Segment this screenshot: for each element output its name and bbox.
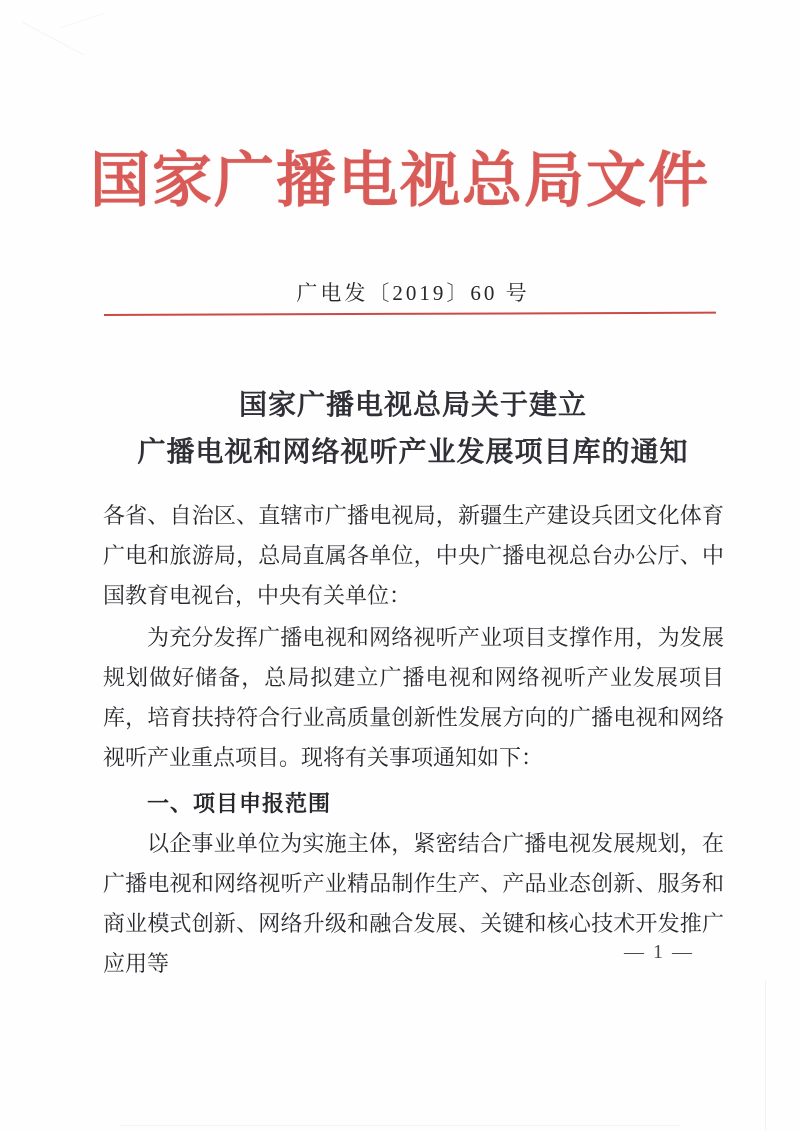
document-title-line-2: 广播电视和网络视听产业发展项目库的通知 [137, 437, 689, 468]
document-body [103, 496, 724, 984]
paragraph-intro: 为充分发挥广播电视和网络视听产业项目支撑作用，为发展规划做好储备，总局拟建立广播电视和网络视听产业发展项目库，培育扶持符合行业高质量创新性发展方向的广播电视和网络视听产业重点项目。现将有关事项通知如下： [103, 625, 724, 770]
red-separator-line [104, 312, 716, 316]
agency-letterhead: 国家广播电视总局文件 [90, 148, 710, 214]
scan-artifact [765, 980, 766, 1130]
section-1-heading: 一、项目申报范围 [147, 791, 332, 816]
paragraph-addressees: 各省、自治区、直辖市广播电视局，新疆生产建设兵团文化体育广电和旅游局，总局直属各单位，中央广播电视总台办公厅、中国教育电视台，中央有关单位： [103, 503, 724, 608]
scan-artifact [61, 13, 105, 28]
scan-artifact [22, 22, 84, 56]
document-title [0, 382, 800, 476]
page-number: — 1 — [624, 941, 694, 963]
document-title-line-1: 国家广播电视总局关于建立 [238, 390, 587, 421]
document-number: 广电发〔2019〕60 号 [296, 281, 530, 305]
section-1-body: 以企事业单位为实施主体，紧密结合广播电视发展规划，在广播电视和网络视听产业精品制作生产、产品业态创新、服务和商业模式创新、网络升级和融合发展、关键和核心技术开发推广应用等 [103, 831, 724, 976]
scan-artifact [120, 1125, 680, 1126]
